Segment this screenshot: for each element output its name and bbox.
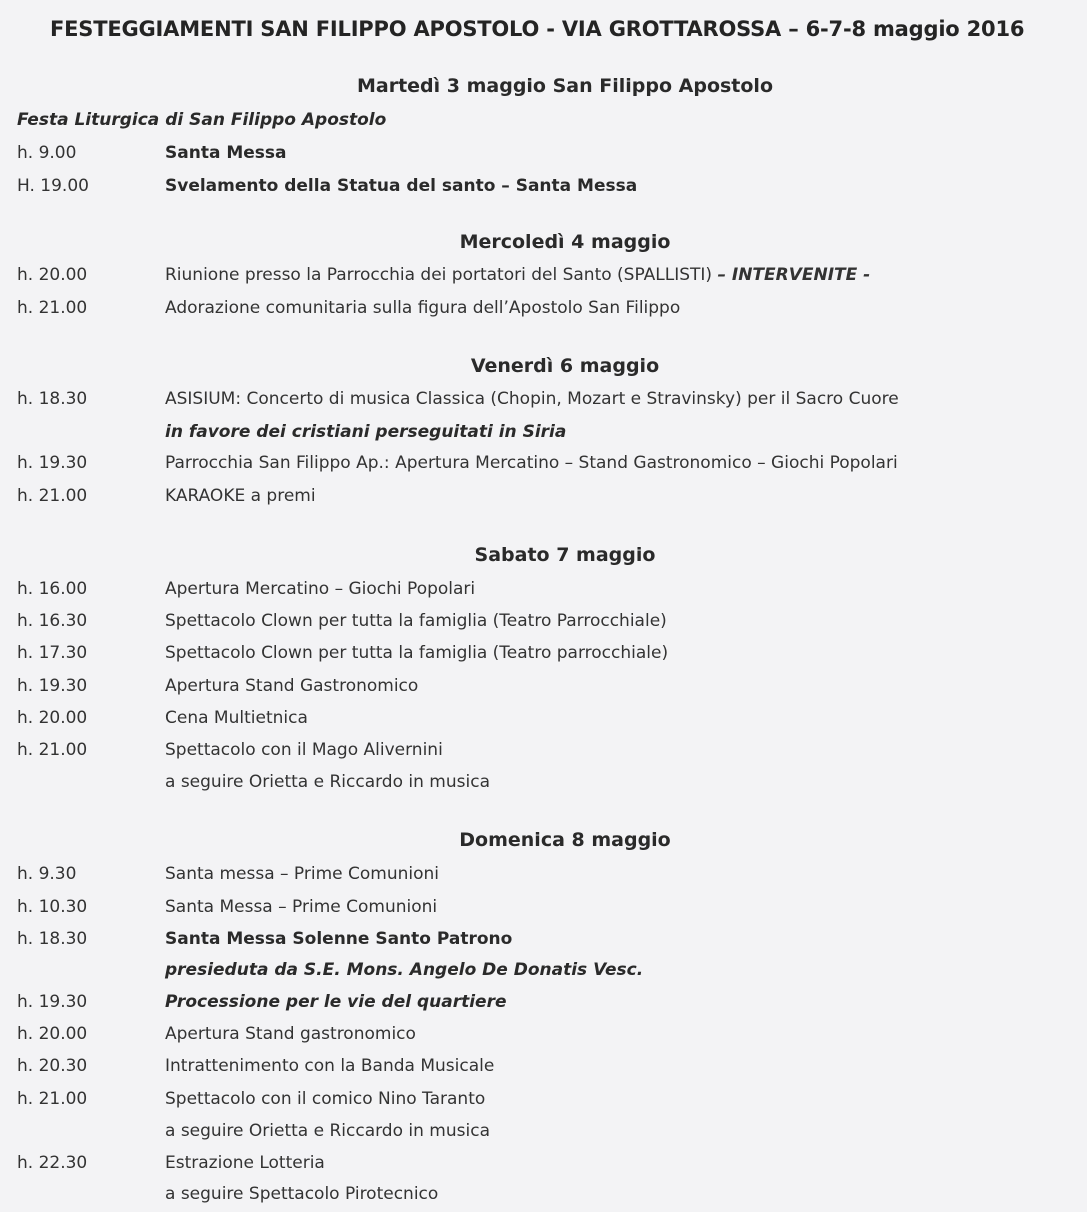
schedule-row <box>0 1184 1087 1208</box>
schedule-row <box>0 864 1087 888</box>
event-description: Cena Multietnica <box>165 708 308 728</box>
schedule-row <box>0 265 1087 289</box>
event-time: h. 18.30 <box>17 389 88 409</box>
schedule-row <box>0 643 1087 667</box>
event-description: Santa Messa <box>165 143 287 163</box>
event-description: a seguire Spettacolo Pirotecnico <box>165 1184 439 1204</box>
event-description: in favore dei cristiani perseguitati in Siria <box>165 422 567 442</box>
event-description: Svelamento della Statua del santo – Santa Messa <box>165 176 638 196</box>
schedule-row <box>0 1153 1087 1177</box>
schedule-row <box>0 298 1087 322</box>
event-time: h. 20.00 <box>17 265 88 285</box>
event-description: ASISIUM: Concerto di musica Classica (Chopin, Mozart e Stravinsky) per il Sacro Cuore <box>165 389 899 409</box>
event-time: h. 20.00 <box>17 1024 88 1044</box>
event-time: h. 10.30 <box>17 897 88 917</box>
schedule-row <box>0 486 1087 510</box>
event-description: Apertura Mercatino – Giochi Popolari <box>165 579 476 599</box>
event-description: a seguire Orietta e Riccardo in musica <box>165 1121 490 1141</box>
event-description: a seguire Orietta e Riccardo in musica <box>165 772 490 792</box>
event-description: Parrocchia San Filippo Ap.: Apertura Mercatino – Stand Gastronomico – Giochi Popolari <box>165 453 898 473</box>
event-time: h. 18.30 <box>17 929 88 949</box>
schedule-row <box>0 611 1087 635</box>
day-heading-friday: Venerdì 6 maggio <box>470 355 660 377</box>
event-time: H. 19.00 <box>17 176 89 196</box>
event-time: h. 19.30 <box>17 453 88 473</box>
day-heading-tuesday: Martedì 3 maggio San Filippo Apostolo <box>356 75 774 97</box>
event-description: Spettacolo con il Mago Alivernini <box>165 740 443 760</box>
event-description: Estrazione Lotteria <box>165 1153 325 1173</box>
event-description: Spettacolo con il comico Nino Taranto <box>165 1089 486 1109</box>
event-emphasis: – INTERVENITE - <box>717 265 871 285</box>
event-text: Riunione presso la Parrocchia dei portatori del Santo (SPALLISTI) <box>165 265 718 285</box>
event-description: KARAOKE a premi <box>165 486 316 506</box>
schedule-row <box>0 708 1087 732</box>
event-description <box>165 265 870 285</box>
event-description: Apertura Stand gastronomico <box>165 1024 416 1044</box>
event-description: Spettacolo Clown per tutta la famiglia (Teatro Parrocchiale) <box>165 611 667 631</box>
event-time: h. 9.00 <box>17 143 77 163</box>
schedule-row <box>0 143 1087 167</box>
event-description: Santa Messa Solenne Santo Patrono <box>165 929 513 949</box>
schedule-row <box>0 897 1087 921</box>
schedule-row <box>0 176 1087 200</box>
event-time: h. 9.30 <box>17 864 77 884</box>
event-time: h. 16.30 <box>17 611 88 631</box>
schedule-row <box>0 992 1087 1016</box>
schedule-row <box>0 960 1087 984</box>
event-time: h. 20.30 <box>17 1056 88 1076</box>
schedule-row <box>0 1089 1087 1113</box>
event-time: h. 21.00 <box>17 486 88 506</box>
day-subtitle-tuesday: Festa Liturgica di San Filippo Apostolo <box>17 110 387 130</box>
day-heading-wednesday: Mercoledì 4 maggio <box>459 231 671 253</box>
schedule-row <box>0 422 1087 446</box>
event-time: h. 20.00 <box>17 708 88 728</box>
schedule-row <box>0 1024 1087 1048</box>
day-heading-saturday: Sabato 7 maggio <box>474 544 656 566</box>
event-time: h. 19.30 <box>17 676 88 696</box>
event-time: h. 19.30 <box>17 992 88 1012</box>
event-time: h. 16.00 <box>17 579 88 599</box>
event-time: h. 22.30 <box>17 1153 88 1173</box>
event-time: h. 21.00 <box>17 1089 88 1109</box>
schedule-row <box>0 676 1087 700</box>
schedule-row <box>0 929 1087 953</box>
schedule-row <box>0 453 1087 477</box>
event-time: h. 21.00 <box>17 298 88 318</box>
event-description: Apertura Stand Gastronomico <box>165 676 419 696</box>
event-time: h. 17.30 <box>17 643 88 663</box>
event-description: Intrattenimento con la Banda Musicale <box>165 1056 495 1076</box>
schedule-row <box>0 1056 1087 1080</box>
event-description: presieduta da S.E. Mons. Angelo De Donatis Vesc. <box>165 960 644 980</box>
event-description: Santa Messa – Prime Comunioni <box>165 897 438 917</box>
day-heading-sunday: Domenica 8 maggio <box>459 829 671 851</box>
schedule-row <box>0 772 1087 796</box>
schedule-row <box>0 579 1087 603</box>
event-description: Processione per le vie del quartiere <box>165 992 507 1012</box>
schedule-row <box>0 1121 1087 1145</box>
schedule-row <box>0 389 1087 413</box>
event-description: Santa messa – Prime Comunioni <box>165 864 440 884</box>
event-time: h. 21.00 <box>17 740 88 760</box>
event-description: Spettacolo Clown per tutta la famiglia (Teatro parrocchiale) <box>165 643 669 663</box>
page-title: FESTEGGIAMENTI SAN FILIPPO APOSTOLO - VIA GROTTAROSSA – 6-7-8 maggio 2016 <box>50 17 1025 41</box>
event-description: Adorazione comunitaria sulla figura dell’Apostolo San Filippo <box>165 298 681 318</box>
schedule-row <box>0 740 1087 764</box>
